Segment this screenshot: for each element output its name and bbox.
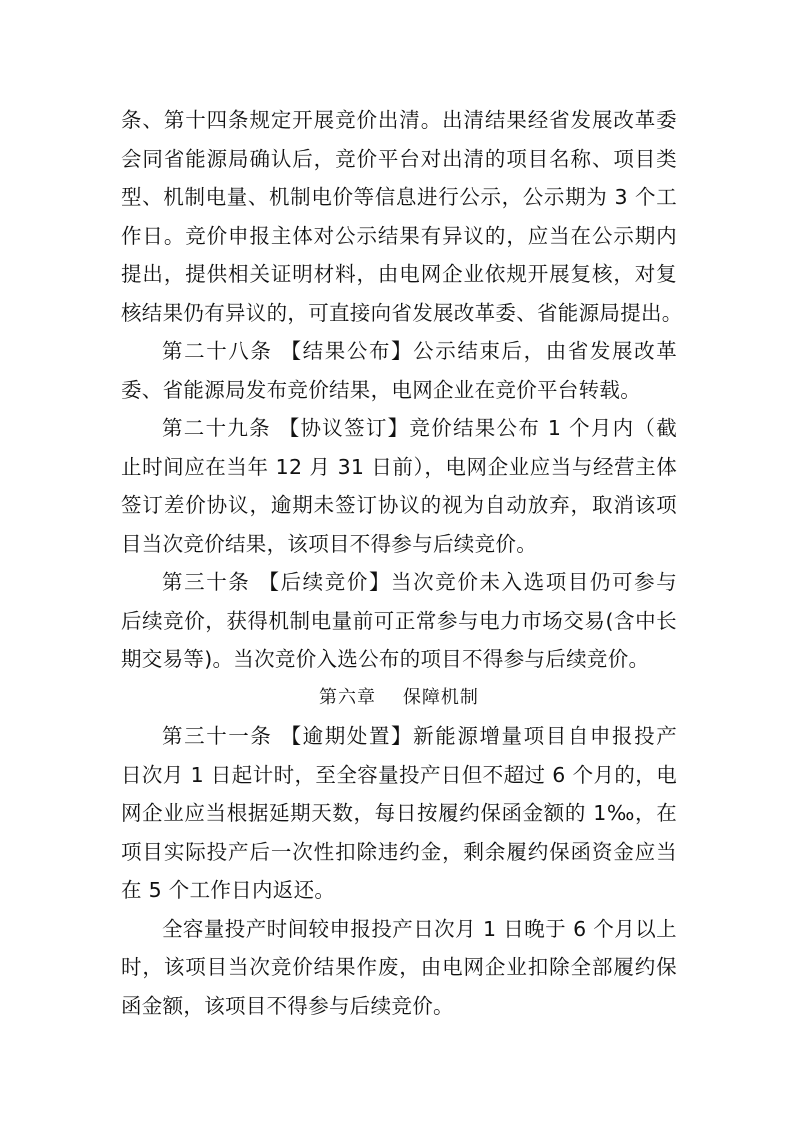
text-line: 第三十条 【后续竞价】当次竞价未入选项目仍可参与 xyxy=(162,570,677,594)
document-page xyxy=(121,101,683,1025)
text-line: 目当次竞价结果，该项目不得参与后续竞价。 xyxy=(121,531,537,556)
article-28-result-announcement xyxy=(121,332,677,409)
text-line: 在 5 个工作日内返还。 xyxy=(121,878,336,902)
paragraph-rules-clearing xyxy=(121,101,683,332)
text-line: 后续竞价，获得机制电量前可正常参与电力市场交易(含中长 xyxy=(121,608,677,633)
text-line: 期交易等)。当次竞价入选公布的项目不得参与后续竞价。 xyxy=(121,647,650,671)
text-line: 全容量投产时间较申报投产日次月 1 日晚于 6 个月以上 xyxy=(162,916,677,941)
text-line: 日次月 1 日起计时，至全容量投产日但不超过 6 个月的，电 xyxy=(121,762,677,787)
text-line: 委、省能源局发布竞价结果，电网企业在竞价平台转载。 xyxy=(121,377,641,402)
article-29-agreement-signing xyxy=(121,409,677,563)
text-line: 型、机制电量、机制电价等信息进行公示，公示期为 3 个工 xyxy=(121,185,677,209)
text-line: 作日。竞价申报主体对公示结果有异议的，应当在公示期内 xyxy=(121,223,677,248)
article-31-overdue-handling xyxy=(121,717,677,910)
text-line: 网企业应当根据延期天数，每日按履约保函金额的 1‰，在 xyxy=(121,801,677,825)
text-line: 条、第十四条规定开展竞价出清。出清结果经省发展改革委 xyxy=(121,108,677,132)
text-line: 项目实际投产后一次性扣除违约金，剩余履约保函资金应当 xyxy=(121,839,677,864)
text-line: 函金额，该项目不得参与后续竞价。 xyxy=(121,993,454,1018)
text-line: 核结果仍有异议的，可直接向省发展改革委、省能源局提出。 xyxy=(121,300,683,325)
chapter-heading: 第六章 保障机制 xyxy=(319,686,479,708)
text-line: 提出，提供相关证明材料，由电网企业依规开展复核，对复 xyxy=(121,262,677,286)
text-line: 时，该项目当次竞价结果作废，由电网企业扣除全部履约保 xyxy=(121,955,677,979)
text-line: 第二十九条 【协议签订】竞价结果公布 1 个月内（截 xyxy=(162,416,677,440)
text-line: 第二十八条 【结果公布】公示结束后，由省发展改革 xyxy=(162,339,677,363)
text-line: 会同省能源局确认后，竞价平台对出清的项目名称、项目类 xyxy=(121,146,677,171)
article-30-subsequent-bidding xyxy=(121,563,677,679)
text-line: 止时间应在当年 12 月 31 日前），电网企业应当与经营主体 xyxy=(121,454,677,479)
paragraph-full-capacity xyxy=(121,910,677,1026)
text-line: 签订差价协议，逾期未签订协议的视为自动放弃，取消该项 xyxy=(121,493,677,517)
text-line: 第三十一条 【逾期处置】新能源增量项目自申报投产 xyxy=(162,724,677,748)
